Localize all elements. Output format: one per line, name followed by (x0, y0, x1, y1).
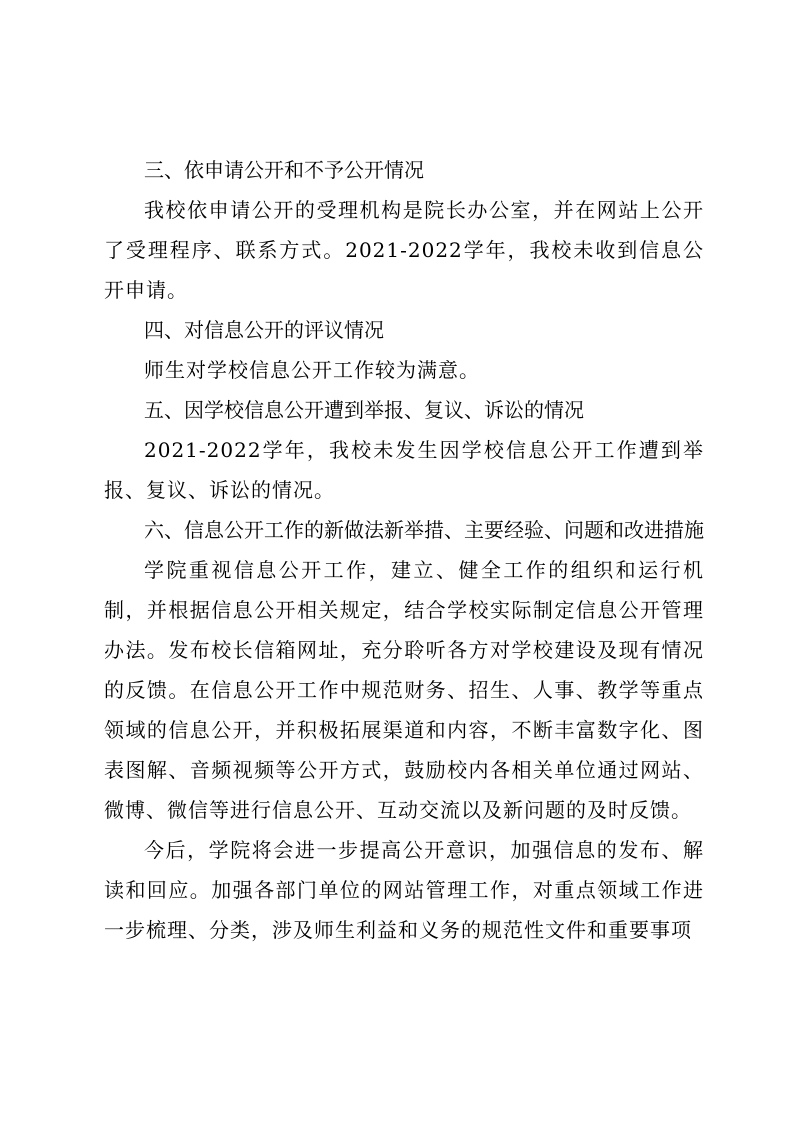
section-heading-4: 四、对信息公开的评议情况 (144, 318, 384, 342)
document-body (104, 150, 704, 950)
section-6-paragraph-2: 今后，学院将会进一步提高公开意识，加强信息的发布、解读和回应。加强各部门单位的网站管理工作，对重点领域工作进一步梳理、分类，涉及师生利益和义务的规范性文件和重要事项 (104, 838, 704, 942)
section-5-paragraph-1: 2021-2022学年，我校未发生因学校信息公开工作遭到举报、复议、诉讼的情况。 (104, 438, 704, 502)
section-heading-5: 五、因学校信息公开遭到举报、复议、诉讼的情况 (144, 398, 584, 422)
section-heading-6: 六、信息公开工作的新做法新举措、主要经验、问题和改进措施 (144, 518, 704, 542)
section-3-paragraph-1: 我校依申请公开的受理机构是院长办公室，并在网站上公开了受理程序、联系方式。2021-2022学年，我校未收到信息公开申请。 (104, 198, 704, 302)
section-heading-3: 三、依申请公开和不予公开情况 (144, 158, 424, 182)
section-6-paragraph-1: 学院重视信息公开工作，建立、健全工作的组织和运行机制，并根据信息公开相关规定，结合学校实际制定信息公开管理办法。发布校长信箱网址，充分聆听各方对学校建设及现有情况的反馈。在信息公开工作中规范财务、招生、人事、教学等重点领域的信息公开，并积极拓展渠道和内容，不断丰富数字化、图表图解、音频视频等公开方式，鼓励校内各相关单位通过网站、微博、微信等进行信息公开、互动交流以及新问题的及时反馈。 (104, 558, 704, 822)
section-4-paragraph-1: 师生对学校信息公开工作较为满意。 (144, 358, 480, 382)
